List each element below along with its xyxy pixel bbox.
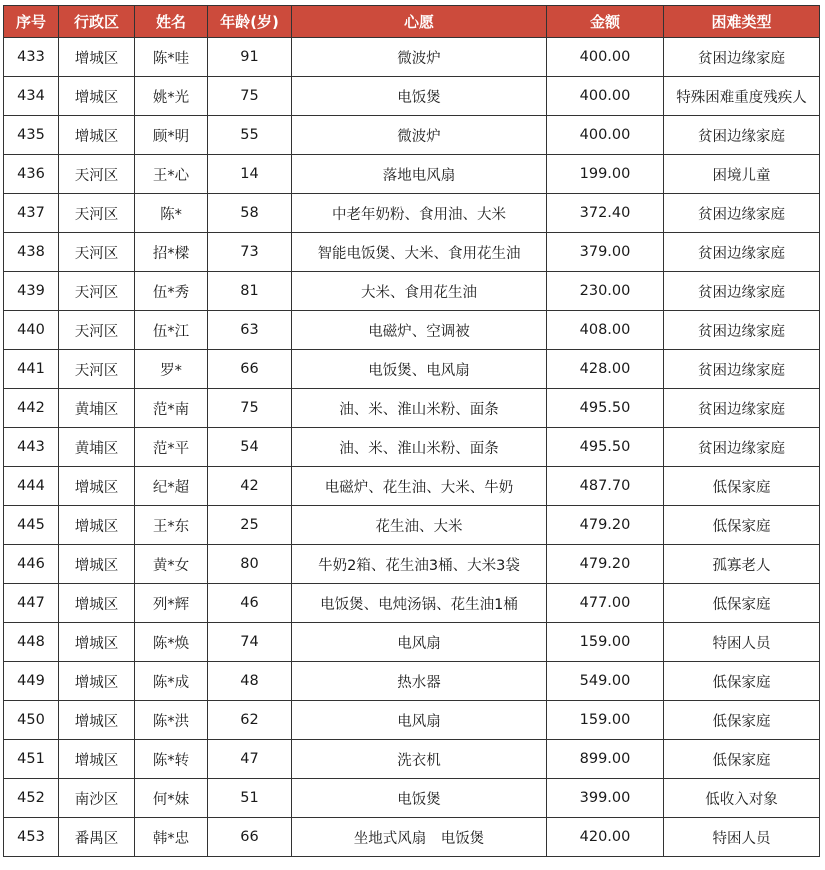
cell-name: 陈*洪 [135, 701, 208, 740]
cell-age: 58 [208, 194, 292, 233]
wish-list-table [3, 5, 820, 857]
cell-hardship-type: 贫困边缘家庭 [664, 350, 820, 389]
cell-hardship-type: 低保家庭 [664, 506, 820, 545]
cell-name: 陈*哇 [135, 38, 208, 77]
cell-age: 55 [208, 116, 292, 155]
cell-age: 66 [208, 350, 292, 389]
cell-name: 黄*女 [135, 545, 208, 584]
cell-district: 增城区 [59, 584, 135, 623]
cell-amount: 479.20 [547, 506, 664, 545]
table-row [4, 116, 820, 155]
cell-district: 天河区 [59, 194, 135, 233]
cell-serial-no: 446 [4, 545, 59, 584]
header-district: 行政区 [59, 6, 135, 38]
cell-amount: 477.00 [547, 584, 664, 623]
cell-serial-no: 437 [4, 194, 59, 233]
table-row [4, 428, 820, 467]
cell-wish: 电饭煲、电风扇 [292, 350, 547, 389]
cell-serial-no: 440 [4, 311, 59, 350]
table-row [4, 623, 820, 662]
cell-wish: 智能电饭煲、大米、食用花生油 [292, 233, 547, 272]
cell-serial-no: 433 [4, 38, 59, 77]
cell-age: 48 [208, 662, 292, 701]
cell-hardship-type: 特困人员 [664, 623, 820, 662]
cell-serial-no: 445 [4, 506, 59, 545]
cell-name: 陈*成 [135, 662, 208, 701]
cell-district: 增城区 [59, 662, 135, 701]
cell-age: 80 [208, 545, 292, 584]
table-row [4, 584, 820, 623]
cell-wish: 电磁炉、花生油、大米、牛奶 [292, 467, 547, 506]
cell-serial-no: 439 [4, 272, 59, 311]
cell-amount: 379.00 [547, 233, 664, 272]
cell-name: 顾*明 [135, 116, 208, 155]
cell-name: 王*东 [135, 506, 208, 545]
cell-serial-no: 438 [4, 233, 59, 272]
table-row [4, 350, 820, 389]
cell-district: 南沙区 [59, 779, 135, 818]
cell-hardship-type: 孤寡老人 [664, 545, 820, 584]
cell-district: 增城区 [59, 506, 135, 545]
table-row [4, 467, 820, 506]
cell-serial-no: 447 [4, 584, 59, 623]
cell-serial-no: 444 [4, 467, 59, 506]
cell-hardship-type: 低保家庭 [664, 584, 820, 623]
cell-name: 韩*忠 [135, 818, 208, 857]
table-row [4, 545, 820, 584]
cell-amount: 549.00 [547, 662, 664, 701]
cell-hardship-type: 贫困边缘家庭 [664, 428, 820, 467]
cell-district: 黄埔区 [59, 428, 135, 467]
cell-amount: 899.00 [547, 740, 664, 779]
cell-hardship-type: 困境儿童 [664, 155, 820, 194]
cell-name: 姚*光 [135, 77, 208, 116]
table-row [4, 389, 820, 428]
cell-age: 73 [208, 233, 292, 272]
cell-age: 14 [208, 155, 292, 194]
cell-district: 增城区 [59, 545, 135, 584]
cell-serial-no: 453 [4, 818, 59, 857]
cell-hardship-type: 贫困边缘家庭 [664, 272, 820, 311]
cell-hardship-type: 低保家庭 [664, 740, 820, 779]
cell-name: 陈* [135, 194, 208, 233]
cell-age: 47 [208, 740, 292, 779]
cell-wish: 电风扇 [292, 623, 547, 662]
cell-name: 列*辉 [135, 584, 208, 623]
cell-wish: 中老年奶粉、食用油、大米 [292, 194, 547, 233]
cell-hardship-type: 低保家庭 [664, 467, 820, 506]
cell-hardship-type: 贫困边缘家庭 [664, 389, 820, 428]
cell-wish: 电饭煲、电炖汤锅、花生油1桶 [292, 584, 547, 623]
cell-age: 62 [208, 701, 292, 740]
cell-amount: 199.00 [547, 155, 664, 194]
table-row [4, 311, 820, 350]
cell-district: 天河区 [59, 155, 135, 194]
cell-name: 招*樑 [135, 233, 208, 272]
cell-wish: 电磁炉、空调被 [292, 311, 547, 350]
cell-amount: 487.70 [547, 467, 664, 506]
cell-district: 增城区 [59, 701, 135, 740]
cell-district: 天河区 [59, 350, 135, 389]
cell-serial-no: 436 [4, 155, 59, 194]
cell-hardship-type: 特殊困难重度残疾人 [664, 77, 820, 116]
header-name: 姓名 [135, 6, 208, 38]
cell-name: 何*妹 [135, 779, 208, 818]
cell-district: 增城区 [59, 116, 135, 155]
cell-name: 纪*超 [135, 467, 208, 506]
cell-hardship-type: 贫困边缘家庭 [664, 194, 820, 233]
cell-serial-no: 450 [4, 701, 59, 740]
cell-wish: 落地电风扇 [292, 155, 547, 194]
cell-wish: 微波炉 [292, 116, 547, 155]
cell-age: 42 [208, 467, 292, 506]
cell-age: 25 [208, 506, 292, 545]
cell-district: 黄埔区 [59, 389, 135, 428]
table-row [4, 818, 820, 857]
header-wish: 心愿 [292, 6, 547, 38]
cell-name: 伍*秀 [135, 272, 208, 311]
cell-hardship-type: 特困人员 [664, 818, 820, 857]
cell-serial-no: 443 [4, 428, 59, 467]
cell-age: 51 [208, 779, 292, 818]
cell-hardship-type: 贫困边缘家庭 [664, 233, 820, 272]
cell-age: 91 [208, 38, 292, 77]
cell-amount: 420.00 [547, 818, 664, 857]
cell-wish: 电饭煲 [292, 77, 547, 116]
table-row [4, 272, 820, 311]
table-row [4, 38, 820, 77]
table-row [4, 77, 820, 116]
cell-amount: 159.00 [547, 623, 664, 662]
cell-amount: 400.00 [547, 77, 664, 116]
cell-age: 81 [208, 272, 292, 311]
cell-hardship-type: 贫困边缘家庭 [664, 38, 820, 77]
cell-wish: 牛奶2箱、花生油3桶、大米3袋 [292, 545, 547, 584]
table-row [4, 779, 820, 818]
cell-wish: 大米、食用花生油 [292, 272, 547, 311]
cell-wish: 油、米、淮山米粉、面条 [292, 389, 547, 428]
table-row [4, 662, 820, 701]
cell-district: 增城区 [59, 38, 135, 77]
cell-amount: 495.50 [547, 389, 664, 428]
cell-amount: 230.00 [547, 272, 664, 311]
cell-district: 增城区 [59, 77, 135, 116]
cell-age: 54 [208, 428, 292, 467]
table-row [4, 194, 820, 233]
cell-district: 增城区 [59, 623, 135, 662]
cell-serial-no: 449 [4, 662, 59, 701]
cell-serial-no: 442 [4, 389, 59, 428]
cell-district: 增城区 [59, 467, 135, 506]
header-hardship-type: 困难类型 [664, 6, 820, 38]
header-serial-no: 序号 [4, 6, 59, 38]
cell-amount: 428.00 [547, 350, 664, 389]
cell-amount: 400.00 [547, 38, 664, 77]
cell-wish: 电风扇 [292, 701, 547, 740]
cell-serial-no: 434 [4, 77, 59, 116]
cell-age: 46 [208, 584, 292, 623]
cell-amount: 479.20 [547, 545, 664, 584]
cell-district: 增城区 [59, 740, 135, 779]
table-row [4, 233, 820, 272]
cell-name: 范*南 [135, 389, 208, 428]
cell-age: 74 [208, 623, 292, 662]
cell-hardship-type: 低保家庭 [664, 662, 820, 701]
cell-wish: 油、米、淮山米粉、面条 [292, 428, 547, 467]
cell-amount: 372.40 [547, 194, 664, 233]
cell-district: 天河区 [59, 311, 135, 350]
cell-district: 天河区 [59, 233, 135, 272]
table-row [4, 506, 820, 545]
table-body [4, 38, 820, 857]
cell-serial-no: 435 [4, 116, 59, 155]
cell-amount: 400.00 [547, 116, 664, 155]
cell-wish: 花生油、大米 [292, 506, 547, 545]
table-header-row [4, 6, 820, 38]
cell-wish: 电饭煲 [292, 779, 547, 818]
cell-name: 王*心 [135, 155, 208, 194]
cell-age: 75 [208, 77, 292, 116]
cell-district: 番禺区 [59, 818, 135, 857]
cell-name: 范*平 [135, 428, 208, 467]
cell-name: 伍*江 [135, 311, 208, 350]
table-row [4, 155, 820, 194]
cell-age: 66 [208, 818, 292, 857]
cell-hardship-type: 低保家庭 [664, 701, 820, 740]
cell-name: 陈*转 [135, 740, 208, 779]
cell-amount: 159.00 [547, 701, 664, 740]
cell-age: 63 [208, 311, 292, 350]
cell-amount: 399.00 [547, 779, 664, 818]
cell-wish: 洗衣机 [292, 740, 547, 779]
cell-amount: 495.50 [547, 428, 664, 467]
header-amount: 金额 [547, 6, 664, 38]
header-age: 年龄(岁) [208, 6, 292, 38]
cell-serial-no: 448 [4, 623, 59, 662]
cell-wish: 微波炉 [292, 38, 547, 77]
cell-hardship-type: 低收入对象 [664, 779, 820, 818]
cell-hardship-type: 贫困边缘家庭 [664, 116, 820, 155]
cell-serial-no: 441 [4, 350, 59, 389]
cell-name: 陈*焕 [135, 623, 208, 662]
cell-hardship-type: 贫困边缘家庭 [664, 311, 820, 350]
cell-district: 天河区 [59, 272, 135, 311]
table-row [4, 701, 820, 740]
cell-wish: 热水器 [292, 662, 547, 701]
table-row [4, 740, 820, 779]
cell-amount: 408.00 [547, 311, 664, 350]
cell-serial-no: 452 [4, 779, 59, 818]
cell-name: 罗* [135, 350, 208, 389]
cell-age: 75 [208, 389, 292, 428]
cell-wish: 坐地式风扇 电饭煲 [292, 818, 547, 857]
cell-serial-no: 451 [4, 740, 59, 779]
